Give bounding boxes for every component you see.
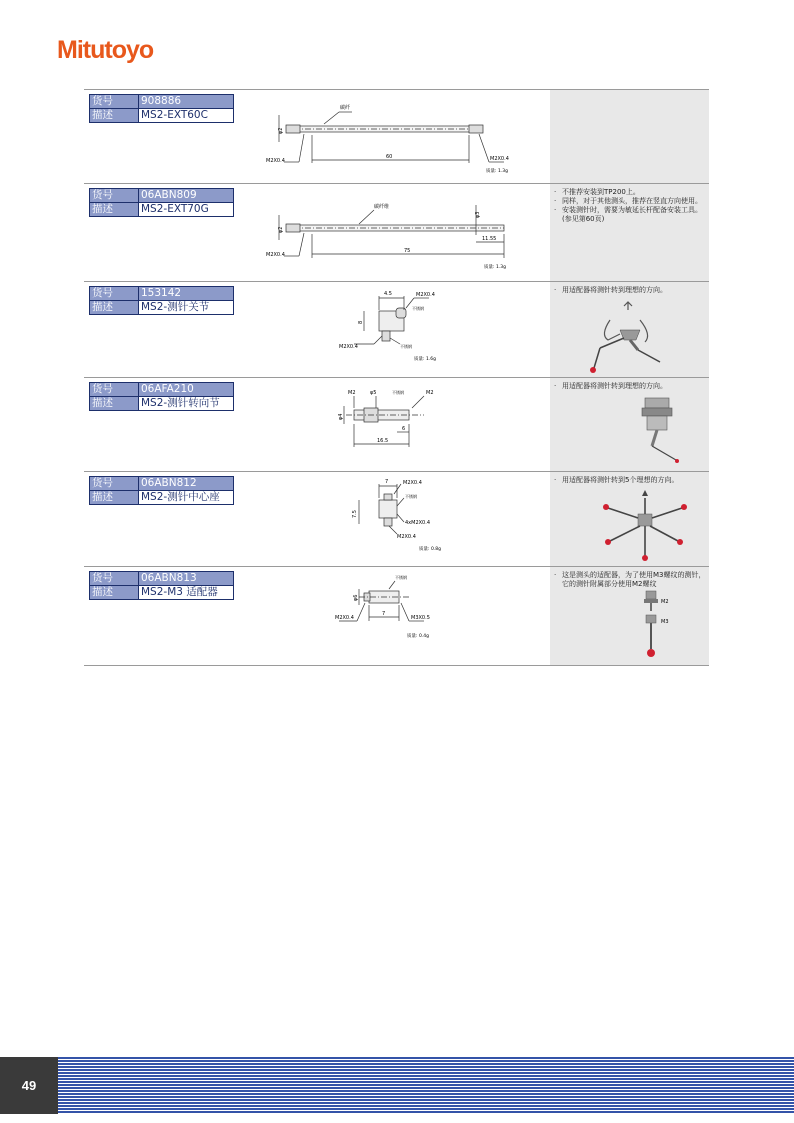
mitutoyo-logo: Mitutoyo <box>57 36 154 64</box>
product-row-06AFA210 <box>84 377 709 472</box>
description-label: 描述 <box>90 586 139 600</box>
height-label: 7.5 <box>352 510 358 518</box>
weight-label: 质量: 1.3g <box>484 265 506 270</box>
product-row-06ABN812 <box>84 471 709 567</box>
material-label: 不锈钢 <box>395 575 407 580</box>
notes-list <box>554 382 706 391</box>
part-no-value: 06ABN809 <box>139 189 234 203</box>
note-item: · 不推荐安装到TP200上。 <box>554 188 706 197</box>
part-no-label: 货号 <box>90 383 139 397</box>
spec-table <box>89 94 234 123</box>
dim-top-label: 4.5 <box>384 291 392 297</box>
technical-drawing-knuckle <box>334 286 474 374</box>
length-label: 60 <box>386 154 393 160</box>
spec-table <box>89 382 234 411</box>
diameter-label: φ2 <box>278 127 284 134</box>
length-label: 7 <box>382 611 386 617</box>
thread-left-label: M2X0.4 <box>335 615 354 621</box>
notes-list <box>554 188 706 224</box>
page-footer <box>0 1057 794 1114</box>
length-label: 75 <box>404 248 411 254</box>
dim-top-label: 7 <box>385 479 389 485</box>
description-value: MS2-EXT60C <box>139 109 234 123</box>
description-value: MS2-EXT70G <box>139 203 234 217</box>
thread-right-label: M2 <box>426 390 434 396</box>
notes-list <box>554 286 706 295</box>
part-no-label: 货号 <box>90 287 139 301</box>
thread-side-label: 4xM2X0.4 <box>405 520 431 526</box>
thread-bottom-label: M2X0.4 <box>339 344 358 350</box>
stylus-knuckle-illustration <box>580 300 680 376</box>
thread-bottom-label: M2X0.4 <box>397 534 416 540</box>
description-label: 描述 <box>90 397 139 411</box>
weight-label: 质量: 1.3g <box>486 169 508 174</box>
technical-drawing-swivel <box>334 384 454 456</box>
note-item: · 同样，对于其他测头，推荐在竖直方向使用。 <box>554 197 706 206</box>
part-no-label: 货号 <box>90 189 139 203</box>
offset-label: 11.55 <box>482 236 497 242</box>
length-label: 16.5 <box>377 438 389 444</box>
stylus-center-illustration <box>590 486 700 564</box>
part-no-label: 货号 <box>90 95 139 109</box>
diameter-right-label: φ3 <box>475 211 481 218</box>
description-label: 描述 <box>90 491 139 505</box>
weight-label: 质量: 1.6g <box>414 357 436 362</box>
m3-label: M3 <box>661 619 669 625</box>
notes-column <box>550 378 709 472</box>
notes-column <box>550 90 709 184</box>
thread-right-label: M2X0.4 <box>490 156 509 162</box>
part-no-value: 153142 <box>139 287 234 301</box>
description-value: MS2-测针转向节 <box>139 397 234 411</box>
note-item: · 用适配器将测针转到理想的方向。 <box>554 382 706 391</box>
technical-drawing-center <box>339 476 459 564</box>
weight-label: 质量: 0.8g <box>419 547 441 552</box>
note-item: · 用适配器将测针转到5个理想的方向。 <box>554 476 706 485</box>
footer-stripes <box>58 1057 794 1114</box>
page-number: 49 <box>0 1057 58 1114</box>
diameter-label: φ2 <box>278 226 284 233</box>
thread-left-label: M2X0.4 <box>266 158 285 164</box>
notes-column <box>550 472 709 567</box>
description-label: 描述 <box>90 203 139 217</box>
thread-right-label: M3X0.5 <box>411 615 430 621</box>
note-item: · 这是测头的适配器，为了使用M3螺纹的测针，它的测针附属部分使用M2螺纹 <box>554 571 706 589</box>
product-row-153142 <box>84 281 709 378</box>
spec-table <box>89 571 234 600</box>
part-no-value: 06ABN812 <box>139 477 234 491</box>
technical-drawing-extension-rod <box>264 190 524 276</box>
height-label: 8 <box>358 320 364 324</box>
spec-table <box>89 476 234 505</box>
part-no-label: 货号 <box>90 477 139 491</box>
material-label: 不锈钢 <box>405 494 417 499</box>
spec-table <box>89 188 234 217</box>
notes-column <box>550 282 709 378</box>
product-row-908886 <box>84 89 709 184</box>
dim-b-label: 6 <box>402 426 406 432</box>
weight-label: 质量: 0.4g <box>407 634 429 639</box>
technical-drawing-extension-rod <box>264 100 514 178</box>
m2-label: M2 <box>661 599 669 605</box>
part-no-value: 06AFA210 <box>139 383 234 397</box>
dim-a-label: φ5 <box>370 390 377 396</box>
diameter-label: φ4 <box>338 413 344 420</box>
note-item: · 用适配器将测针转到理想的方向。 <box>554 286 706 295</box>
technical-drawing-m3-adapter <box>329 571 459 651</box>
product-table <box>84 89 709 665</box>
material-label: 碳纤 <box>340 105 351 111</box>
material-label: 不锈钢 <box>412 306 424 311</box>
note-item: · 安装测针时，需要为敏延长杆配备安装工具。(参见第60页) <box>554 206 706 224</box>
m3-adapter-illustration <box>630 589 700 661</box>
thread-top-label: M2X0.4 <box>416 292 435 298</box>
product-row-06ABN809 <box>84 183 709 282</box>
notes-list <box>554 571 706 589</box>
product-row-06ABN813 <box>84 566 709 666</box>
notes-list <box>554 476 706 485</box>
thread-left-label: M2X0.4 <box>266 252 285 258</box>
thread-left-label: M2 <box>348 390 356 396</box>
material-label-bottom: 不锈钢 <box>400 344 412 349</box>
notes-column <box>550 184 709 282</box>
part-no-label: 货号 <box>90 572 139 586</box>
description-value: MS2-测针中心座 <box>139 491 234 505</box>
notes-column <box>550 567 709 665</box>
description-value: MS2-M3 适配器 <box>139 586 234 600</box>
material-label: 碳纤维 <box>374 204 390 210</box>
part-no-value: 908886 <box>139 95 234 109</box>
thread-top-label: M2X0.4 <box>403 480 422 486</box>
description-label: 描述 <box>90 301 139 315</box>
description-label: 描述 <box>90 109 139 123</box>
stylus-swivel-illustration <box>630 394 690 470</box>
diameter-label: φ6 <box>353 594 359 601</box>
spec-table <box>89 286 234 315</box>
material-label: 不锈钢 <box>392 390 404 395</box>
description-value: MS2-测针关节 <box>139 301 234 315</box>
part-no-value: 06ABN813 <box>139 572 234 586</box>
